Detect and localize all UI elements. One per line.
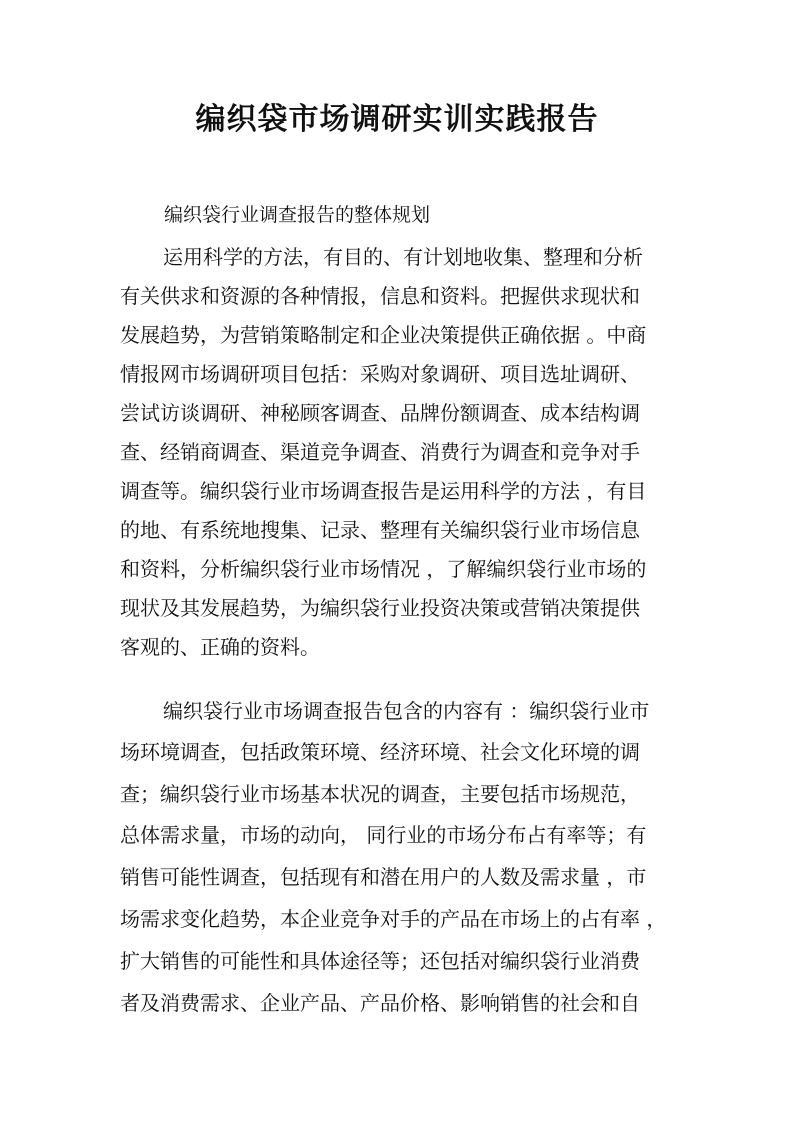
paragraph-2-line: 查；编织袋行业市场基本状况的调查，主要包括市场规范， — [120, 782, 640, 806]
paragraph-1-line: 运用科学的方法，有目的、有计划地收集、整理和分析 — [163, 245, 643, 269]
paragraph-1-line: 有关供求和资源的各种情报，信息和资料。把握供求现状和 — [120, 284, 640, 308]
paragraph-2-line: 者及消费需求、企业产品、产品价格、影响销售的社会和自 — [120, 991, 640, 1015]
paragraph-1-line: 尝试访谈调研、神秘顾客调查、品牌份额调查、成本结构调 — [120, 401, 640, 425]
paragraph-2-line: 场需求变化趋势，本企业竞争对手的产品在市场上的占有率 ， — [120, 907, 667, 931]
paragraph-1-line: 发展趋势，为营销策略制定和企业决策提供正确依据 。中商 — [120, 323, 647, 347]
paragraph-1-line: 调查等。编织袋行业市场调查报告是运用科学的方法 ，有目 — [120, 479, 647, 503]
paragraph-1-line: 和资料，分析编织袋行业市场情况 ，了解编织袋行业市场的 — [120, 557, 647, 581]
paragraph-2-line: 销售可能性调查，包括现有和潜在用户的人数及需求量 ，市 — [120, 865, 647, 889]
paragraph-2-line: 扩大销售的可能性和具体途径等；还包括对编织袋行业消费 — [120, 949, 640, 973]
paragraph-1-line: 情报网市场调研项目包括：采购对象调研、项目选址调研、 — [120, 362, 640, 386]
paragraph-1-line: 客观的、正确的资料。 — [120, 635, 320, 659]
document-title: 编织袋市场调研实训实践报告 — [195, 102, 599, 137]
paragraph-1-line: 查、经销商调查、渠道竞争调查、消费行为调查和竞争对手 — [120, 440, 640, 464]
paragraph-1-line: 现状及其发展趋势，为编织袋行业投资决策或营销决策提供 — [120, 596, 640, 620]
section-heading: 编织袋行业调查报告的整体规划 — [164, 204, 431, 226]
paragraph-2-line: 编织袋行业市场调查报告包含的内容有 ：编织袋行业市 — [163, 699, 650, 723]
paragraph-1-line: 的地、有系统地搜集、记录、整理有关编织袋行业市场信息 — [120, 518, 640, 542]
paragraph-2-line: 场环境调查，包括政策环境、经济环境、社会文化环境的调 — [120, 740, 640, 764]
paragraph-2-line: 总体需求量，市场的动向， 同行业的市场分布占有率等；有 — [120, 823, 647, 847]
